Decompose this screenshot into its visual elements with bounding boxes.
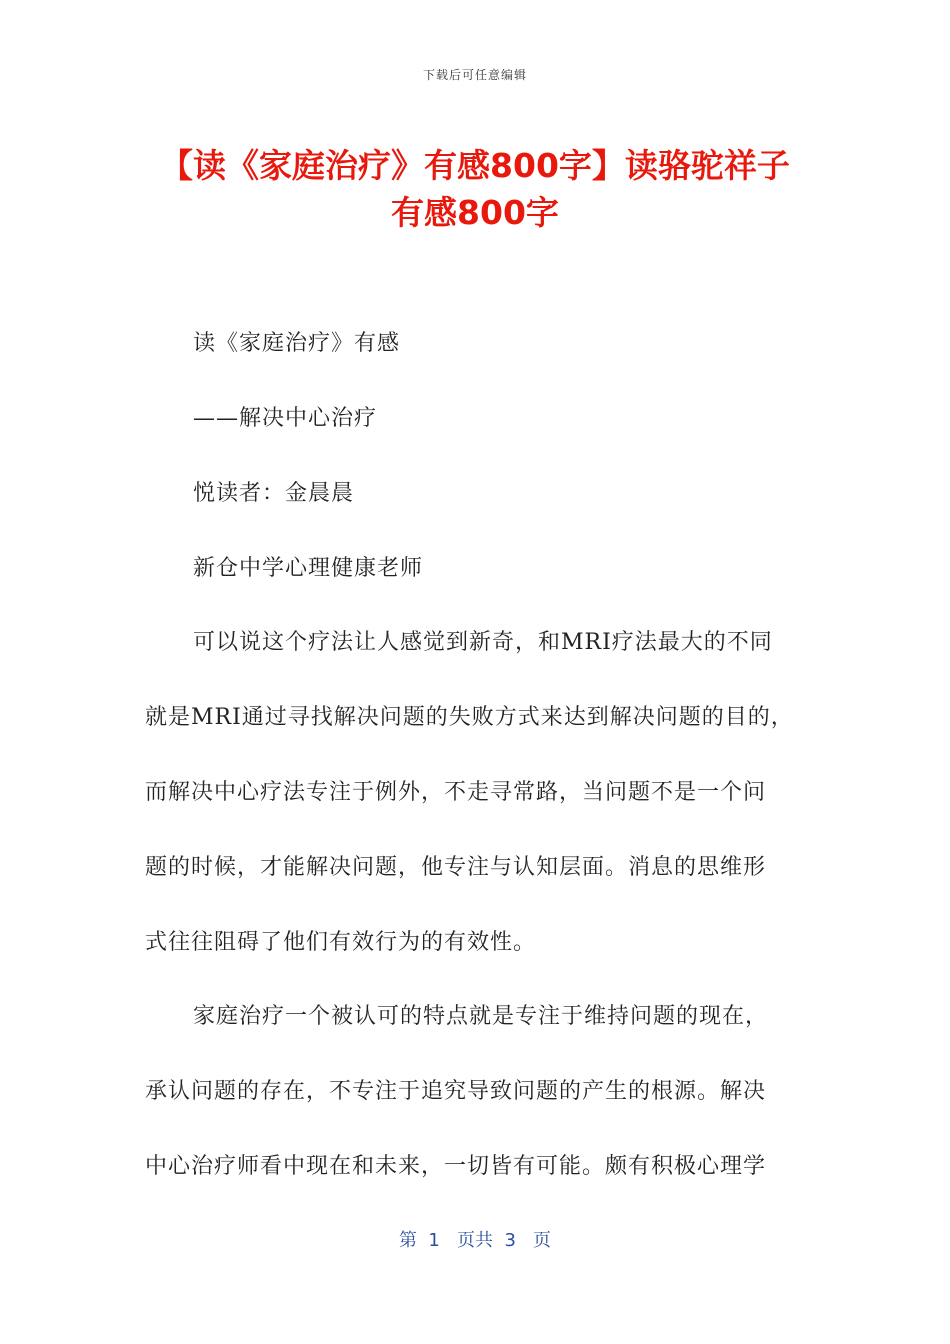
paragraph-2-line: 承认问题的存在，不专注于追究导致问题的产生的根源。解决: [145, 1079, 767, 1104]
header-note: 下载后可任意编辑: [422, 68, 527, 82]
paragraph-2-line: 中心治疗师看中现在和未来，一切皆有可能。颇有积极心理学: [145, 1154, 767, 1179]
intro-subtitle: ——解决中心治疗: [193, 406, 378, 431]
paragraph-1-line: 式往往阻碍了他们有效行为的有效性。: [145, 930, 537, 955]
title-line-1: 【读《家庭治疗》有感800字】读骆驼祥子: [160, 146, 790, 185]
paragraph-1-line: 而解决中心疗法专注于例外，不走寻常路，当问题不是一个问: [145, 780, 767, 805]
paragraph-1-line: 可以说这个疗法让人感觉到新奇，和MRI疗法最大的不同: [193, 630, 773, 655]
reader-line: 悦读者：金晨晨: [193, 481, 355, 506]
paragraph-2-line: 家庭治疗一个被认可的特点就是专注于维持问题的现在，: [193, 1004, 769, 1029]
paragraph-1-line: 题的时候，才能解决问题，他专注与认知层面。消息的思维形: [145, 855, 767, 880]
affiliation-line: 新仓中学心理健康老师: [193, 556, 424, 581]
title-line-2: 有感800字: [391, 193, 559, 232]
page-number-footer: 第 1 页共 3 页: [398, 1230, 552, 1251]
document-title: [130, 142, 820, 236]
intro-heading: 读《家庭治疗》有感: [193, 331, 401, 356]
paragraph-1-line: 就是MRI通过寻找解决问题的失败方式来达到解决问题的目的，: [145, 705, 794, 730]
